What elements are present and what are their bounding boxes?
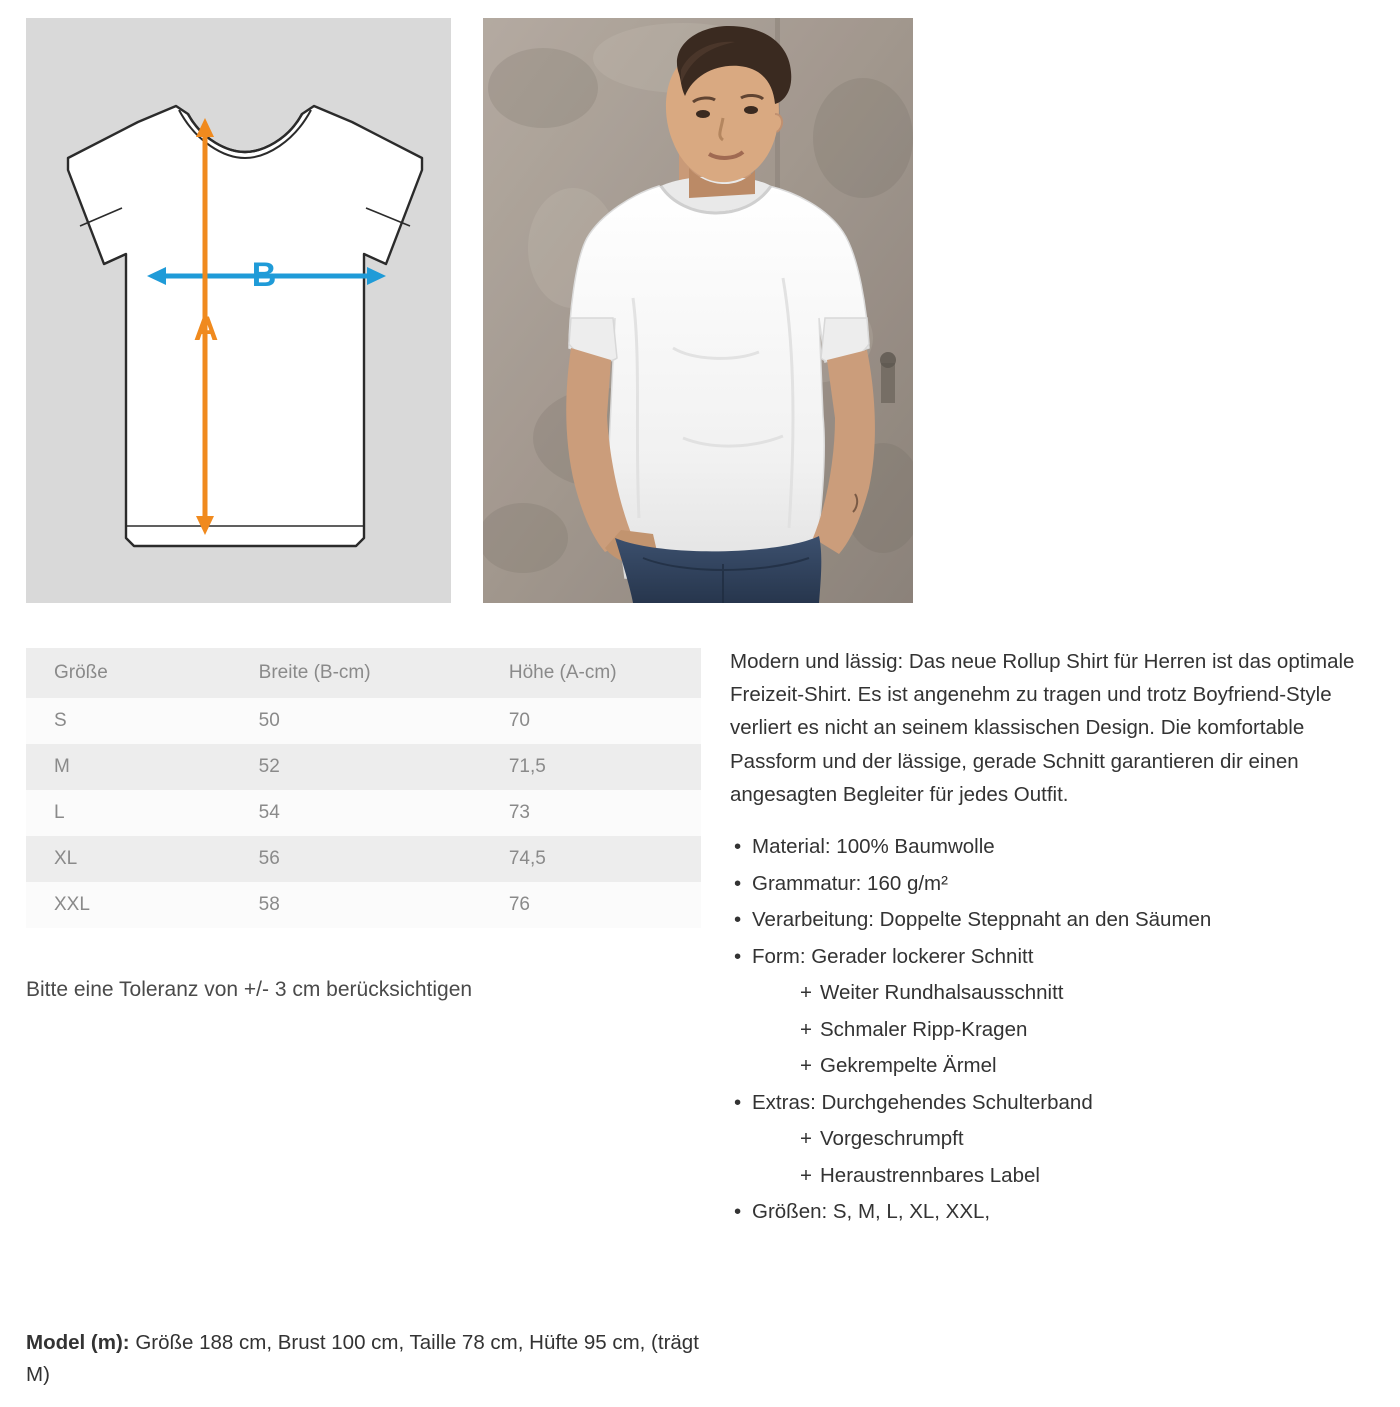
product-images-area [0,0,1400,620]
table-row [26,698,701,744]
size-diagram-panel [26,18,451,603]
spec-item-extras: • Extras: Durchgehendes Schulterband [730,1093,1385,1130]
tolerance-note: Bitte eine Toleranz von +/- 3 cm berücksichtigen [26,978,473,1001]
cell-width: 52 [258,756,280,777]
cell-size: L [54,802,65,823]
description-column [730,645,1385,1239]
table-header-row [26,648,701,698]
spec-item-processing: • Verarbeitung: Doppelte Steppnaht an den Säumen [730,910,1385,947]
spec-subitem-collar: + Schmaler Ripp-Kragen [730,1020,1385,1057]
size-table [26,648,701,928]
table-row [26,836,701,882]
spec-subitem-sleeves: + Gekrempelte Ärmel [730,1056,1385,1093]
spec-item-sizes: • Größen: S, M, L, XL, XXL, [730,1202,1385,1239]
model-photo-illustration [483,18,913,603]
cell-width: 56 [258,848,280,869]
cell-width: 54 [258,802,280,823]
spec-subitem-label: + Heraustrennbares Label [730,1166,1385,1203]
width-label: B [251,256,277,294]
specification-list [730,837,1385,1239]
cell-height: 70 [508,710,530,731]
column-header-width: Breite (B-cm) [231,648,481,698]
column-header-size: Größe [26,648,231,698]
spec-item-material: • Material: 100% Baumwolle [730,837,1385,874]
cell-size: S [54,710,67,731]
model-note-text: Größe 188 cm, Brust 100 cm, Taille 78 cm, Hüfte 95 cm, (trägt M) [26,1331,699,1386]
spec-item-weight: • Grammatur: 160 g/m² [730,874,1385,911]
table-row [26,744,701,790]
table-row [26,882,701,928]
cell-width: 58 [258,894,280,915]
cell-size: M [54,756,70,777]
height-label: A [193,310,219,348]
cell-width: 50 [258,710,280,731]
table-row [26,790,701,836]
cell-height: 71,5 [508,756,546,777]
cell-height: 73 [508,802,530,823]
model-note [26,1327,716,1391]
spec-subitem-neckline: + Weiter Rundhalsausschnitt [730,983,1385,1020]
description-paragraph: Modern und lässig: Das neue Rollup Shirt für Herren ist das optimale Freizeit-Shirt. Es ist angenehm zu tragen und trotz Boyfriend-Style verliert es nicht an seinem klassischen Design. Die komfortable Passform und der lässige, gerade Schnitt garantieren dir einen angesagten Begleiter für jedes Outfit. [730,650,1355,806]
spec-subitem-preshrunk: + Vorgeschrumpft [730,1129,1385,1166]
cell-size: XXL [54,894,90,915]
column-header-height: Höhe (A-cm) [481,648,701,698]
cell-height: 76 [508,894,530,915]
tshirt-measurement-diagram [26,18,451,603]
spec-item-form: • Form: Gerader lockerer Schnitt [730,947,1385,984]
cell-height: 74,5 [508,848,546,869]
cell-size: XL [54,848,78,869]
model-photo [483,18,913,603]
model-note-label: Model (m): [26,1331,130,1354]
